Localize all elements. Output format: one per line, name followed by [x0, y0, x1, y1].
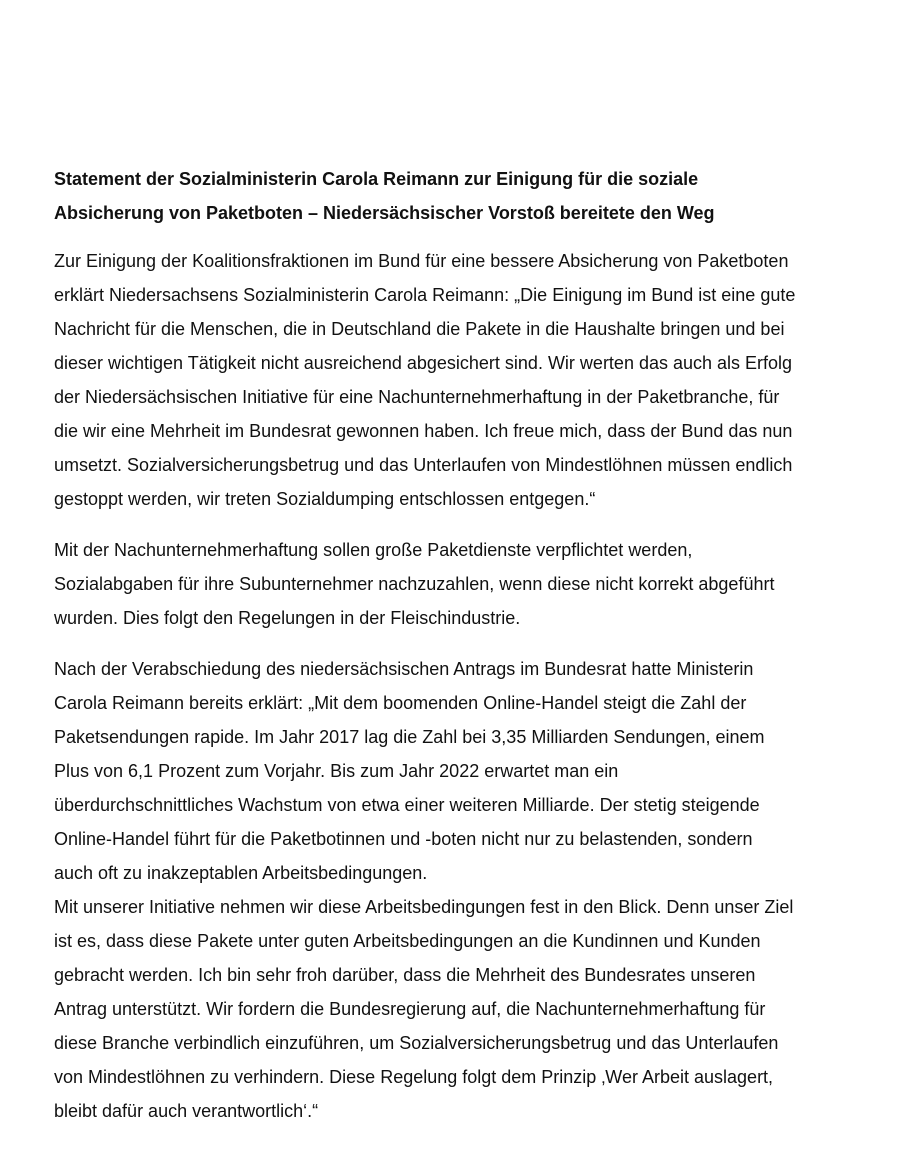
spacer [54, 230, 866, 244]
paragraph-1: Zur Einigung der Koalitionsfraktionen im Bund für eine bessere Absicherung von Paketboten erklärt Niedersachsens Sozialministerin Carola Reimann: „Die Einigung im Bund ist eine gute Nachricht für die Menschen, die in Deutschland die Pakete in die Haushalte bringen und bei dieser wichtigen Tätigkeit nicht ausreichend abgesichert sind. Wir werten das auch als Erfolg der Niedersächsischen Initiative für eine Nachunternehmerhaftung in der Paketbranche, für die wir eine Mehrheit im Bundesrat gewonnen haben. Ich freue mich, dass der Bund das nun umsetzt. Sozialversicherungsbetrug und das Unterlaufen von Mindestlöhnen müssen endlich gestoppt werden, wir treten Sozialdumping entschlossen entgegen.“ [54, 251, 796, 509]
document-page [54, 162, 866, 1128]
document-title: Statement der Sozialministerin Carola Reimann zur Einigung für die soziale Absicherung von Paketboten – Niedersächsischer Vorstoß bereitete den Weg [54, 169, 715, 223]
paragraph-3: Nach der Verabschiedung des niedersächsischen Antrags im Bundesrat hatte Ministerin Carola Reimann bereits erklärt: „Mit dem boomenden Online-Handel steigt die Zahl der Paketsendungen rapide. Im Jahr 2017 lag die Zahl bei 3,35 Milliarden Sendungen, einem Plus von 6,1 Prozent zum Vorjahr. Bis zum Jahr 2022 erwartet man ein überdurchschnittliches Wachstum von etwa einer weiteren Milliarde. Der stetig steigende Online-Handel führt für die Paketbotinnen und -boten nicht nur zu belastenden, sondern auch oft zu inakzeptablen Arbeitsbedingungen. Mit unserer Initiative nehmen wir diese Arbeitsbedingungen fest in den Blick. Denn unser Ziel ist es, dass diese Pakete unter guten Arbeitsbedingungen an die Kundinnen und Kunden gebracht werden. Ich bin sehr froh darüber, dass die Mehrheit des Bundesrates unseren Antrag unterstützt. Wir fordern die Bundesregierung auf, die Nachunternehmerhaftung für diese Branche verbindlich einzuführen, um Sozialversicherungsbetrug und das Unterlaufen von Mindestlöhnen zu verhindern. Diese Regelung folgt dem Prinzip ‚Wer Arbeit auslagert, bleibt dafür auch verantwortlich‘.“ [54, 659, 794, 1121]
spacer [54, 516, 866, 533]
spacer [54, 635, 866, 652]
paragraph-2: Mit der Nachunternehmerhaftung sollen große Paketdienste verpflichtet werden, Sozialabgaben für ihre Subunternehmer nachzuzahlen, wenn diese nicht korrekt abgeführt wurden. Dies folgt den Regelungen in der Fleischindustrie. [54, 540, 775, 628]
